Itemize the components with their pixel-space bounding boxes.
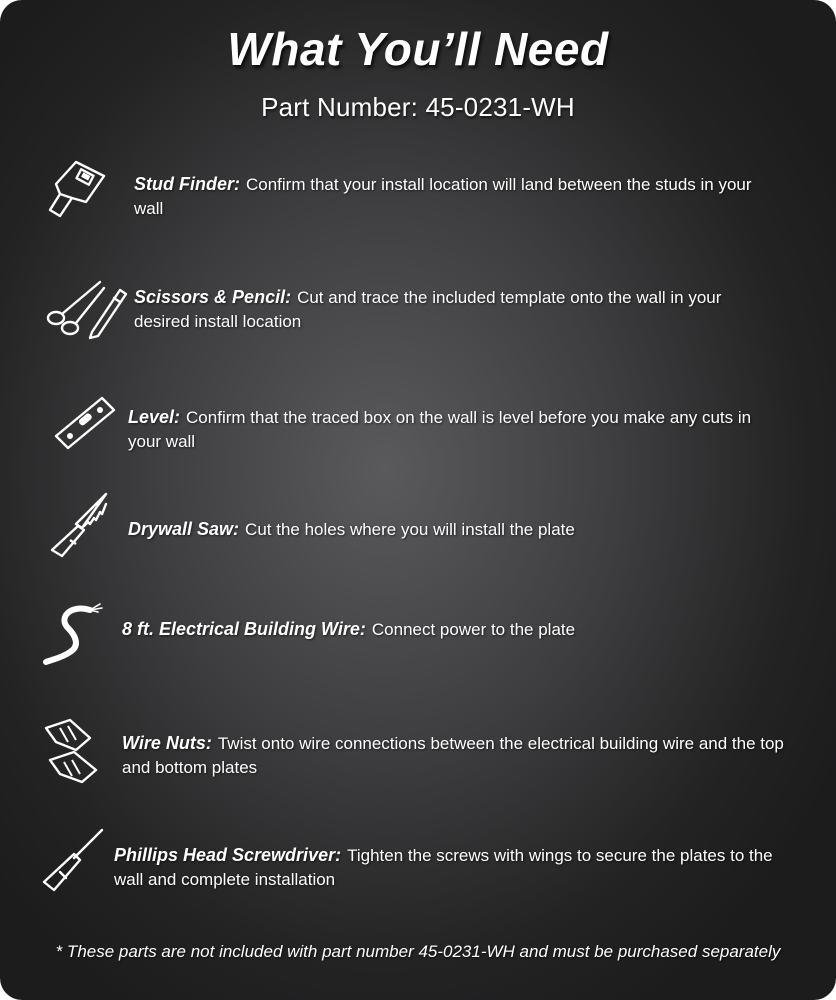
- item-description: Twist onto wire connections between the electrical building wire and the top and bottom plates: [122, 734, 784, 777]
- stud-finder-icon: [46, 158, 110, 220]
- list-item: [114, 843, 804, 892]
- item-description: Cut the holes where you will install the plate: [245, 520, 575, 539]
- item-label: 8 ft. Electrical Building Wire:: [122, 619, 366, 639]
- footnote: * These parts are not included with part number 45-0231-WH and must be purchased separately: [55, 942, 781, 961]
- list-item: [134, 172, 774, 221]
- list-item: [122, 731, 792, 780]
- drywall-saw-icon: [48, 492, 112, 562]
- screwdriver-icon: [40, 828, 106, 894]
- scissors-pencil-icon: [44, 276, 128, 338]
- item-description: Connect power to the plate: [371, 620, 576, 639]
- page-title: What You’ll Need: [227, 23, 609, 75]
- level-icon: [52, 392, 118, 454]
- part-number: Part Number: 45-0231-WH: [261, 92, 575, 122]
- item-label: Drywall Saw:: [128, 519, 240, 539]
- item-label: Stud Finder:: [134, 174, 240, 194]
- item-description: Confirm that the traced box on the wall is level before you make any cuts in your wall: [128, 408, 752, 451]
- list-item: [128, 517, 768, 542]
- item-label: Wire Nuts:: [122, 733, 212, 753]
- wire-nuts-icon: [40, 718, 106, 786]
- item-description: Tighten the screws with wings to secure the plates to the wall and complete installation: [114, 846, 773, 889]
- item-label: Scissors & Pencil:: [134, 287, 292, 307]
- list-item: [122, 617, 782, 642]
- item-label: Level:: [128, 407, 181, 427]
- wire-icon: [40, 600, 106, 666]
- list-item: [134, 285, 774, 334]
- item-description: Cut and trace the included template onto the wall in your desired install location: [134, 288, 722, 331]
- item-description: Confirm that your install location will land between the studs in your wall: [134, 175, 752, 218]
- item-label: Phillips Head Screwdriver:: [114, 845, 342, 865]
- list-item: [128, 405, 768, 454]
